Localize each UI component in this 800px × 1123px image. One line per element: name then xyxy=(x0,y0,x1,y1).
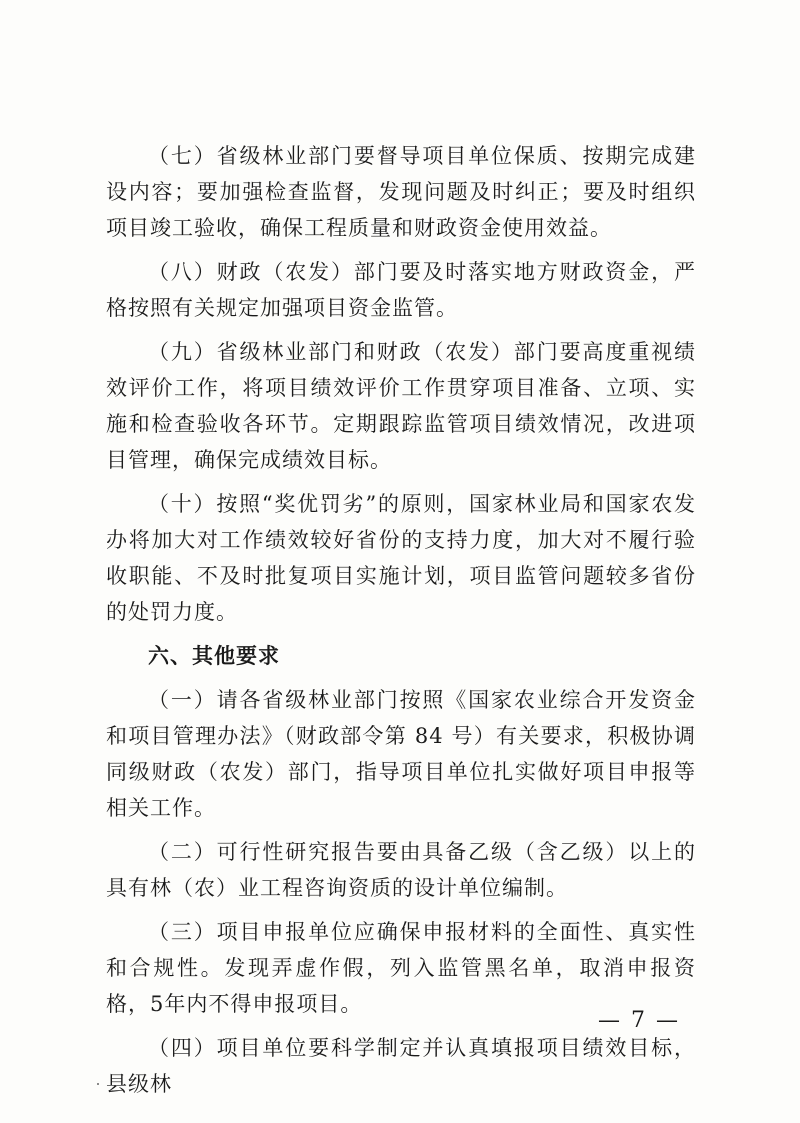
requirement-item-4: （四）项目单位要科学制定并认真填报项目绩效目标，县级林 xyxy=(106,1036,696,1096)
requirement-item-3: （三）项目申报单位应确保申报材料的全面性、真实性和合规性。发现弄虚作假，列入监管黑名单，取消申报资格，5年内不得申报项目。 xyxy=(106,920,696,1016)
page-number: — 7 — xyxy=(598,1008,680,1033)
document-body xyxy=(106,138,696,1110)
scan-speck xyxy=(97,1083,99,1085)
paragraph-item-7: （七）省级林业部门要督导项目单位保质、按期完成建设内容；要加强检查监督，发现问题及时纠正；要及时组织项目竣工验收，确保工程质量和财政资金使用效益。 xyxy=(106,144,696,240)
section-heading: 六、其他要求 xyxy=(148,644,280,668)
requirement-item-1: （一）请各省级林业部门按照《国家农业综合开发资金和项目管理办法》（财政部令第 84 号）有关要求，积极协调同级财政（农发）部门，指导项目单位扎实做好项目申报等相关工作。 xyxy=(106,688,696,820)
paragraph-item-9: （九）省级林业部门和财政（农发）部门要高度重视绩效评价工作，将项目绩效评价工作贯穿项目准备、立项、实施和检查验收各环节。定期跟踪监管项目绩效情况，改进项目管理，确保完成绩效目标。 xyxy=(106,340,696,472)
paragraph-item-8: （八）财政（农发）部门要及时落实地方财政资金，严格按照有关规定加强项目资金监管。 xyxy=(106,260,696,320)
requirement-item-2: （二）可行性研究报告要由具备乙级（含乙级）以上的具有林（农）业工程咨询资质的设计单位编制。 xyxy=(106,840,696,900)
paragraph-item-10: （十）按照“奖优罚劣”的原则，国家林业局和国家农发办将加大对工作绩效较好省份的支持力度，加大对不履行验收职能、不及时批复项目实施计划，项目监管问题较多省份的处罚力度。 xyxy=(106,492,696,624)
